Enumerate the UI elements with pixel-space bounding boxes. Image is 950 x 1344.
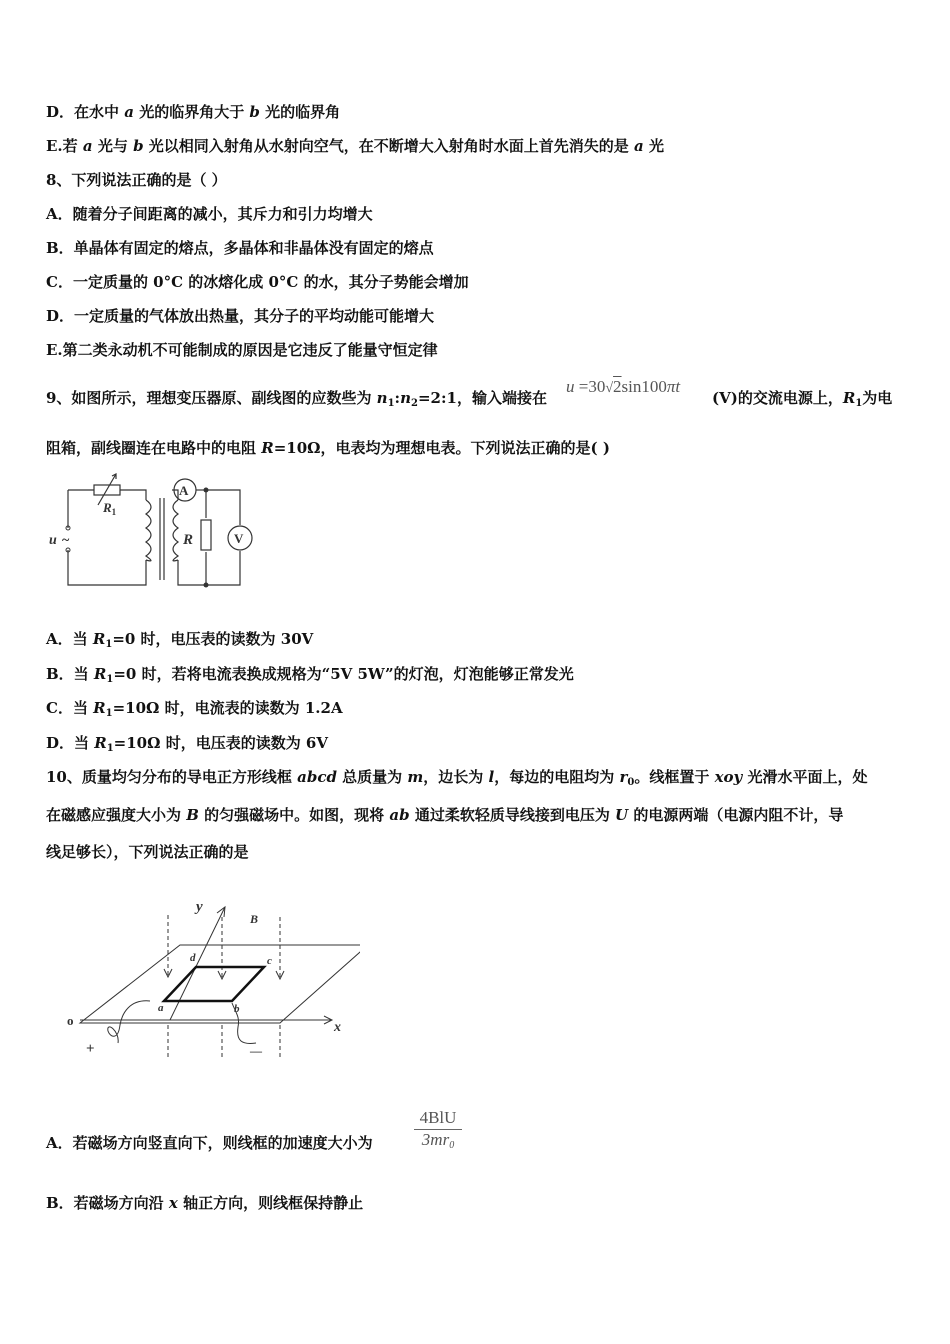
vertex-c-label: c <box>267 955 272 967</box>
q9-voltage-formula: u =30√2sin100πt <box>566 377 681 396</box>
ac-symbol: ~ <box>62 533 70 548</box>
q10-stem-line2: 在磁感应强度大小为 B 的匀强磁场中。如图，现将 ab 通过柔软轻质导线接到电压为 U 的电源两端（电源内阻不计，导 <box>46 806 844 824</box>
q9-option-c: C．当 $R_1=10\Omega$ 时，电流表的读数为 1.2A <box>46 699 343 719</box>
magnetic-field-frame-diagram <box>60 895 360 1065</box>
r1-label: $R_1$ <box>103 500 117 517</box>
voltmeter-label: V <box>234 531 244 546</box>
fraction-numerator: 4BlU <box>414 1108 462 1130</box>
q8-stem: 8、下列说法正确的是（ ） <box>46 171 227 189</box>
vertex-b-label: b <box>234 1003 240 1015</box>
q9-stem-line1-tail: (V)的交流电源上，$R_1$为电 <box>712 389 893 409</box>
positive-terminal-label: + <box>86 1041 95 1057</box>
q9-option-b: B．当 $R_1=0$ 时，若将电流表换成规格为“5V 5W”的灯泡，灯泡能够正常发光 <box>46 665 574 685</box>
ammeter-label: A <box>179 483 189 498</box>
q9-stem-line2: 阻箱，副线圈连在电路中的电阻 R=10Ω，电表均为理想电表。下列说法正确的是( ) <box>46 439 610 457</box>
q9-option-a: A．当 $R_1=0$ 时，电压表的读数为 30V <box>46 630 314 650</box>
origin-label: o <box>67 1013 74 1028</box>
vertex-d-label: d <box>190 952 196 964</box>
fraction-denominator: $3mr_0$ <box>421 1130 455 1151</box>
q10-stem-line3: 线足够长），下列说法正确的是 <box>46 843 249 861</box>
negative-terminal-label: — <box>250 1044 262 1058</box>
q8-option-a: A．随着分子间距离的减小，其斥力和引力均增大 <box>46 205 373 223</box>
q8-option-d: D．一定质量的气体放出热量，其分子的平均动能可能增大 <box>46 307 435 325</box>
field-b-label: B <box>250 912 259 926</box>
y-axis-label: y <box>196 899 203 915</box>
q10-stem-line1: 10、质量均匀分布的导电正方形线框 abcd 总质量为 m，边长为 l，每边的电阻均为 $r_0$。线框置于 xoy 光滑水平面上，处 <box>46 768 868 788</box>
q10-option-a-fraction <box>414 1108 462 1151</box>
r-label: R <box>183 532 194 548</box>
x-axis-label: x <box>334 1020 341 1035</box>
u-label: u <box>49 533 57 548</box>
q10-option-a: A．若磁场方向竖直向下，则线框的加速度大小为 <box>46 1134 373 1152</box>
q10-option-b: B．若磁场方向沿 x 轴正方向，则线框保持静止 <box>46 1194 364 1212</box>
q9-option-d: D．当 $R_1=10\Omega$ 时，电压表的读数为 6V <box>46 734 328 754</box>
q7-option-e: E.若 a 光与 b 光以相同入射角从水射向空气，在不断增大入射角时水面上首先消失的是 a 光 <box>46 137 664 155</box>
transformer-circuit-diagram <box>46 470 266 590</box>
q8-option-c: C．一定质量的 0°C 的冰熔化成 0°C 的水，其分子势能会增加 <box>46 273 469 291</box>
q8-option-e: E.第二类永动机不可能制成的原因是它违反了能量守恒定律 <box>46 341 438 359</box>
q9-stem-line1: 9、如图所示，理想变压器原、副线图的应数些为 $n_1:n_2=2:1$，输入端接在 <box>46 389 547 409</box>
q7-option-d: D．在水中 a 光的临界角大于 b 光的临界角 <box>46 103 341 121</box>
q8-option-b: B．单晶体有固定的熔点，多晶体和非晶体没有固定的熔点 <box>46 239 434 257</box>
vertex-a-label: a <box>158 1002 164 1014</box>
